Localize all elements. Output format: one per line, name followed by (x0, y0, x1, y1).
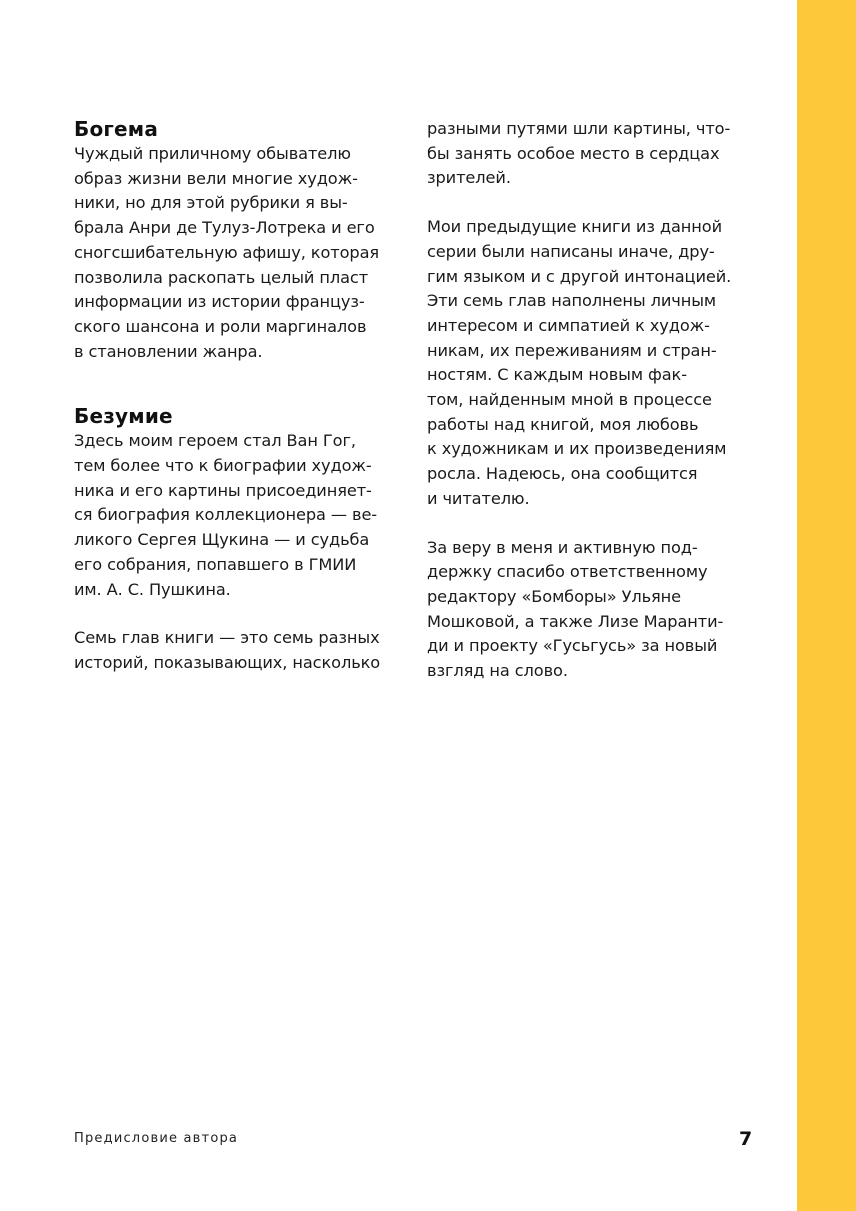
section-text: Здесь моим героем стал Ван Гог, тем более что к биографии худож- ника и его картины присоединяет- ся биография коллекционера — ве- ликого Сергея Щукина — и судьба его собрания, попавшего в ГМИИ им. А. С. Пушкина. (74, 431, 378, 599)
section-bogema (74, 116, 400, 364)
section-heading: Богема (74, 117, 159, 141)
paragraph: Семь глав книги — это семь разных историй, показывающих, насколько (74, 628, 381, 672)
running-footer-title: Предисловие автора (74, 1131, 239, 1146)
section-bezumie (74, 403, 400, 602)
right-column (427, 117, 753, 684)
spacer (74, 602, 400, 626)
spacer (74, 364, 400, 403)
page-number: 7 (739, 1128, 753, 1150)
section-heading: Безумие (74, 404, 173, 429)
paragraph: разными путями шли картины, что- бы занять особое место в сердцах зрителей. (427, 119, 731, 188)
decorative-side-bar (797, 0, 856, 1211)
paragraph: За веру в меня и активную под- держку спасибо ответственному редактору «Бомборы» Ульяне Мошковой, а также Лизе Маранти- ди и проекту «Гусьгусь» за новый взгляд на слово. (427, 537, 724, 681)
spacer (427, 512, 753, 536)
section-text: Чуждый приличному обывателю образ жизни вели многие худож- ники, но для этой рубрики я вы- брала Анри де Тулуз-Лотрека и его сногсшибательную афишу, которая позволила раскопать целый пласт информации из истории француз- ского шансона и роли маргиналов в становлении жанра. (74, 144, 380, 361)
left-column (74, 116, 400, 676)
paragraph: Мои предыдущие книги из данной серии были написаны иначе, дру- гим языком и с другой интонацией. Эти семь глав наполнены личным интересом и симпатией к худож- никам, их переживаниям и стран- ностям. С каждым новым фак- том, найденным мной в процессе работы над книгой, моя любовь к художникам и их произведениям росла. Надеюсь, она сообщится и читателю. (427, 217, 732, 508)
spacer (427, 191, 753, 215)
